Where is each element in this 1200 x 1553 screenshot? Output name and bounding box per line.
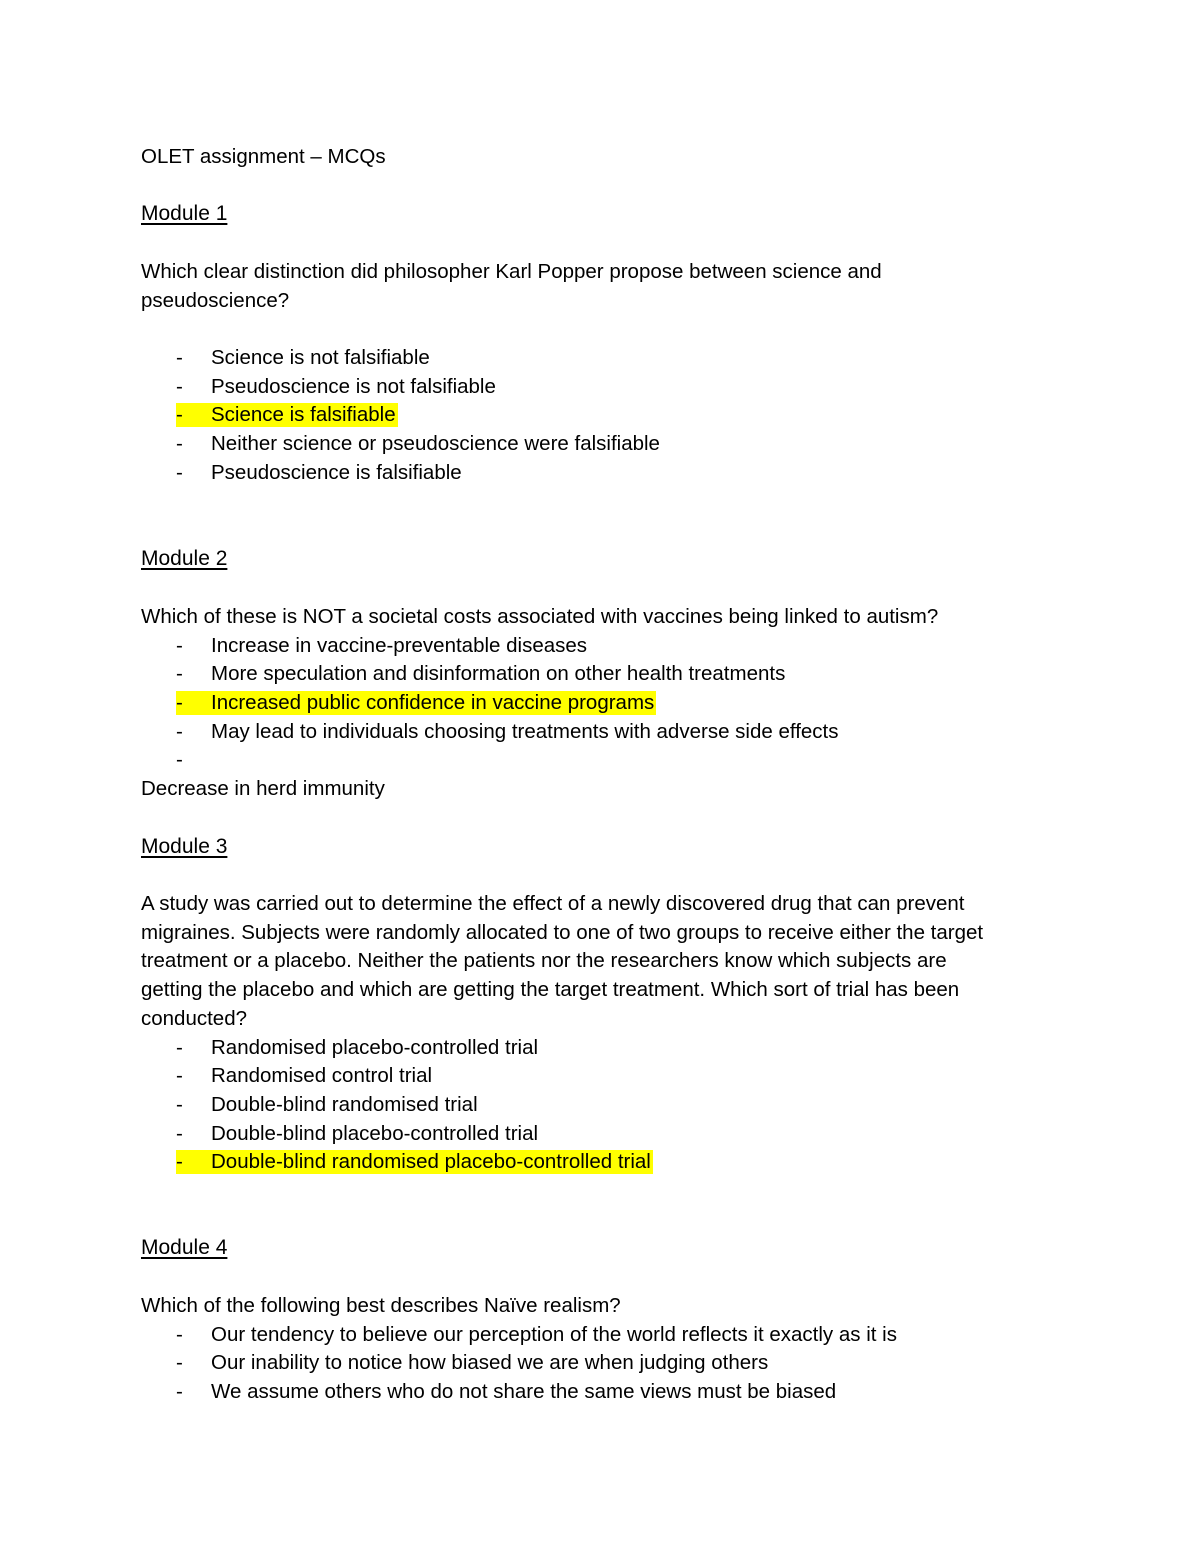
- module-1-question-line: pseudoscience?: [141, 289, 290, 312]
- bullet-dash: -: [176, 1380, 183, 1403]
- module-2-heading: Module 2: [141, 547, 228, 570]
- module-3-question-line: conducted?: [141, 1007, 248, 1030]
- module-3-question-line: A study was carried out to determine the effect of a newly discovered drug that can prevent: [141, 892, 965, 915]
- module-3-question-line: getting the placebo and which are getting the target treatment. Which sort of trial has been: [141, 978, 960, 1001]
- bullet-dash: -: [176, 375, 183, 398]
- bullet-dash: -: [176, 1351, 183, 1374]
- option-text: Double-blind placebo-controlled trial: [211, 1122, 539, 1145]
- module-3-option-highlighted: [176, 1150, 653, 1174]
- bullet-dash: -: [176, 432, 183, 455]
- module-1-option: [176, 375, 496, 399]
- option-text: Science is not falsifiable: [211, 346, 430, 369]
- module-3-question-line: migraines. Subjects were randomly allocated to one of two groups to receive either the target: [141, 921, 984, 944]
- option-text: May lead to individuals choosing treatments with adverse side effects: [211, 720, 839, 743]
- module-1-option-highlighted: [176, 403, 398, 427]
- bullet-dash: -: [176, 634, 183, 657]
- bullet-dash: -: [176, 1064, 183, 1087]
- option-text: Pseudoscience is falsifiable: [211, 461, 462, 484]
- bullet-dash: -: [176, 461, 183, 484]
- option-text: Our tendency to believe our perception of the world reflects it exactly as it is: [211, 1323, 897, 1346]
- module-4-heading: Module 4: [141, 1236, 228, 1259]
- module-2-trailing-text: Decrease in herd immunity: [141, 777, 385, 800]
- option-text: Science is falsifiable: [211, 403, 396, 426]
- module-2-option: [176, 662, 785, 686]
- bullet-dash: -: [176, 1036, 183, 1059]
- option-text: Our inability to notice how biased we are when judging others: [211, 1351, 769, 1374]
- option-text: Randomised placebo-controlled trial: [211, 1036, 539, 1059]
- module-1-option: [176, 432, 660, 456]
- option-text: Neither science or pseudoscience were falsifiable: [211, 432, 660, 455]
- module-2-option: [176, 634, 587, 658]
- option-text: Increase in vaccine-preventable diseases: [211, 634, 588, 657]
- module-4-option: [176, 1323, 897, 1347]
- bullet-dash: -: [176, 720, 183, 743]
- option-text: More speculation and disinformation on other health treatments: [211, 662, 786, 685]
- module-1-question-line: Which clear distinction did philosopher Karl Popper propose between science and: [141, 260, 882, 283]
- module-1-heading: Module 1: [141, 202, 228, 225]
- bullet-dash: -: [176, 1093, 183, 1116]
- module-3-option: [176, 1064, 432, 1088]
- module-3-option: [176, 1122, 538, 1146]
- module-2-option: [176, 748, 211, 772]
- module-1-option: [176, 461, 462, 485]
- bullet-dash: -: [176, 691, 183, 714]
- option-text: Double-blind randomised trial: [211, 1093, 478, 1116]
- module-3-option: [176, 1036, 538, 1060]
- option-text: Double-blind randomised placebo-controlled trial: [211, 1150, 651, 1173]
- bullet-dash: -: [176, 1122, 183, 1145]
- bullet-dash: -: [176, 748, 183, 771]
- module-2-option: [176, 720, 838, 744]
- bullet-dash: -: [176, 1323, 183, 1346]
- module-3-option: [176, 1093, 478, 1117]
- module-2-question-line: Which of these is NOT a societal costs associated with vaccines being linked to autism?: [141, 605, 939, 628]
- option-text: Pseudoscience is not falsifiable: [211, 375, 496, 398]
- document-title: OLET assignment – MCQs: [141, 145, 386, 168]
- module-2-option-highlighted: [176, 691, 656, 715]
- option-text: We assume others who do not share the same views must be biased: [211, 1380, 837, 1403]
- bullet-dash: -: [176, 403, 183, 426]
- option-text: Randomised control trial: [211, 1064, 433, 1087]
- bullet-dash: -: [176, 1150, 183, 1173]
- option-text: Increased public confidence in vaccine programs: [211, 691, 655, 714]
- module-3-question-line: treatment or a placebo. Neither the patients nor the researchers know which subjects are: [141, 949, 947, 972]
- module-4-option: [176, 1380, 836, 1404]
- bullet-dash: -: [176, 662, 183, 685]
- module-4-option: [176, 1351, 768, 1375]
- module-4-question-line: Which of the following best describes Naïve realism?: [141, 1294, 621, 1317]
- module-1-option: [176, 346, 430, 370]
- module-3-heading: Module 3: [141, 835, 228, 858]
- bullet-dash: -: [176, 346, 183, 369]
